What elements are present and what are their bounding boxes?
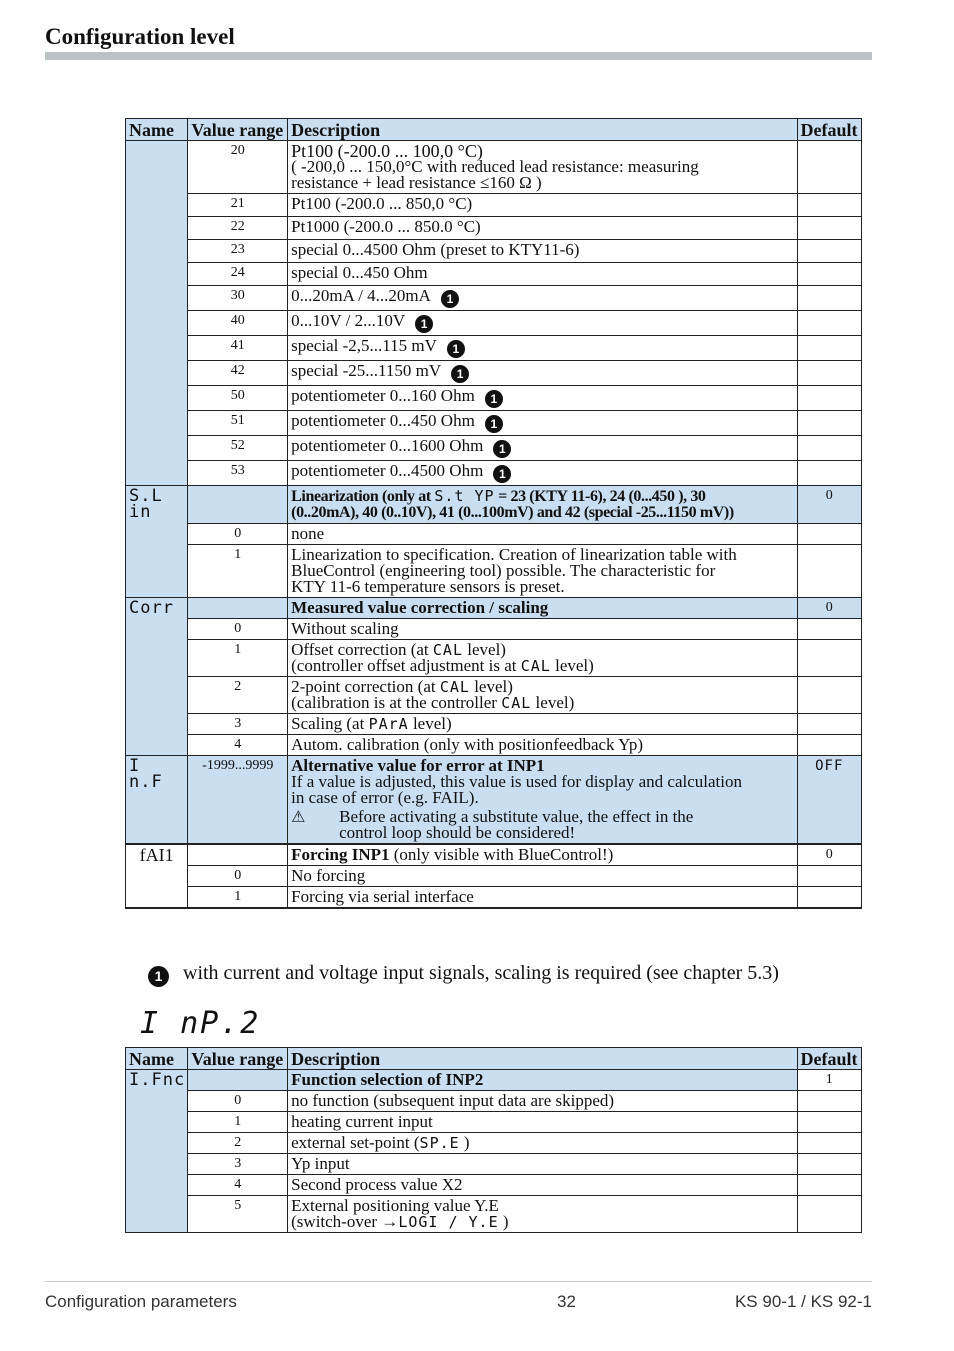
note-1-marker-icon: 1 <box>415 315 433 333</box>
default-cell <box>797 714 861 735</box>
desc-text: special -25...1150 mV <box>291 361 442 380</box>
desc-text: Offset correction (at <box>291 640 433 659</box>
param-name-fai1: fAI1 <box>126 844 188 908</box>
description-cell: Second process value X2 <box>288 1175 797 1196</box>
value-cell: 0 <box>188 619 288 640</box>
default-cell <box>797 866 861 887</box>
header-value-range: Value range <box>188 119 288 141</box>
description-cell: Measured value correction / scaling <box>288 598 797 619</box>
value-cell: 24 <box>188 263 288 286</box>
value-cell: 50 <box>188 386 288 411</box>
desc-title: Alternative value for error at INP1 <box>291 756 545 775</box>
description-cell: heating current input <box>288 1112 797 1133</box>
param-name-corr: Corr <box>126 598 188 756</box>
value-cell: 52 <box>188 436 288 461</box>
desc-text: level) <box>408 714 452 733</box>
value-cell: 20 <box>188 141 288 194</box>
value-cell: 3 <box>188 714 288 735</box>
config-table-inp2 <box>125 1047 862 1233</box>
value-cell: 1 <box>188 640 288 677</box>
table-header <box>126 119 862 141</box>
default-cell <box>797 263 861 286</box>
default-cell <box>797 286 861 311</box>
value-cell: 0 <box>188 866 288 887</box>
default-cell <box>797 1196 861 1233</box>
param-code: CAL <box>501 694 532 712</box>
table-row <box>126 361 862 386</box>
description-cell: special 0...4500 Ohm (preset to KTY11-6) <box>288 240 797 263</box>
description-cell <box>288 1133 797 1154</box>
desc-text: = 23 (KTY 11-6), 24 (0...450 ), 30 <box>494 488 706 505</box>
param-name-ifnc: I.Fnc <box>126 1070 188 1233</box>
default-cell <box>797 640 861 677</box>
header-default: Default <box>797 119 861 141</box>
value-cell: 2 <box>188 677 288 714</box>
header-description: Description <box>288 119 797 141</box>
default-cell <box>797 141 861 194</box>
desc-text: potentiometer 0...450 Ohm <box>291 411 475 430</box>
value-cell <box>188 598 288 619</box>
value-cell: 1 <box>188 1112 288 1133</box>
table-row <box>126 640 862 677</box>
note-1-marker-icon: 1 <box>148 966 169 987</box>
table-row <box>126 217 862 240</box>
table-row <box>126 461 862 486</box>
description-cell: Pt1000 (-200.0 ... 850.0 °C) <box>288 217 797 240</box>
description-cell: Autom. calibration (only with positionfeedback Yp) <box>288 735 797 756</box>
table-row <box>126 1091 862 1112</box>
note-1-marker-icon: 1 <box>493 440 511 458</box>
desc-text: ) <box>459 1133 470 1152</box>
note-1-marker-icon: 1 <box>485 390 503 408</box>
desc-line: KTY 11-6 temperature sensors is preset. <box>291 577 565 596</box>
table-row <box>126 1133 862 1154</box>
value-cell: 1 <box>188 545 288 598</box>
title-bar <box>45 52 872 60</box>
header-default: Default <box>797 1048 861 1070</box>
desc-line: resistance + lead resistance ≤160 Ω ) <box>291 173 542 192</box>
desc-line: (0..20mA), 40 (0..10V), 41 (0...100mV) and 42 (special -25...1150 mV)) <box>291 504 734 521</box>
desc-text: Scaling (at <box>291 714 369 733</box>
footnote <box>148 962 779 987</box>
param-code: PArA <box>368 715 409 733</box>
table-row <box>126 714 862 735</box>
desc-text: external set-point ( <box>291 1133 420 1152</box>
footnote-text: with current and voltage input signals, scaling is required (see chapter 5.3) <box>183 962 779 984</box>
value-cell: 0 <box>188 524 288 545</box>
description-cell <box>288 640 797 677</box>
default-cell <box>797 1112 861 1133</box>
default-cell <box>797 1154 861 1175</box>
param-code: CAL <box>439 678 470 696</box>
desc-text: 2-point correction (at <box>291 677 440 696</box>
footer-divider <box>45 1281 872 1282</box>
default-cell <box>797 735 861 756</box>
table-row <box>126 411 862 436</box>
desc-text: level) <box>550 656 594 675</box>
param-code: LOGI / Y.E <box>398 1213 499 1231</box>
desc-line: Pt100 (-200.0 ... 100,0 °C) <box>291 141 483 161</box>
note-1-marker-icon: 1 <box>485 415 503 433</box>
desc-text: Linearization (only at <box>291 488 435 505</box>
desc-text: potentiometer 0...160 Ohm <box>291 386 475 405</box>
desc-text: level) <box>463 640 506 659</box>
desc-line: in case of error (e.g. FAIL). <box>291 788 479 807</box>
description-cell <box>288 361 797 386</box>
table-row <box>126 545 862 598</box>
description-cell: no function (subsequent input data are skipped) <box>288 1091 797 1112</box>
value-cell: 41 <box>188 336 288 361</box>
table-row <box>126 336 862 361</box>
default-cell <box>797 887 861 909</box>
description-cell <box>288 714 797 735</box>
table-row <box>126 524 862 545</box>
page-title: Configuration level <box>45 24 235 49</box>
table-row-inf <box>126 756 862 845</box>
param-name-inf: I n.F <box>126 756 188 845</box>
value-cell: 2 <box>188 1133 288 1154</box>
table-row-ifnc <box>126 1070 862 1091</box>
value-cell: 1 <box>188 887 288 909</box>
value-cell: 21 <box>188 194 288 217</box>
note-1-marker-icon: 1 <box>451 365 469 383</box>
value-cell: 23 <box>188 240 288 263</box>
default-cell: 0 <box>797 486 861 524</box>
header-description: Description <box>288 1048 797 1070</box>
value-cell: 5 <box>188 1196 288 1233</box>
description-cell: No forcing <box>288 866 797 887</box>
desc-title: Forcing INP1 <box>291 845 390 864</box>
default-cell <box>797 524 861 545</box>
default-cell <box>797 217 861 240</box>
default-cell <box>797 311 861 336</box>
description-cell <box>288 844 797 866</box>
default-cell <box>797 1175 861 1196</box>
note-1-marker-icon: 1 <box>493 465 511 483</box>
desc-line <box>291 1214 793 1230</box>
desc-line: Linearization to specification. Creation of linearization table with <box>291 545 737 564</box>
default-cell <box>797 194 861 217</box>
desc-line <box>291 695 793 711</box>
header-name: Name <box>126 1048 188 1070</box>
name-cell-empty <box>126 141 188 486</box>
desc-line: BlueControl (engineering tool) possible. The characteristic for <box>291 561 716 580</box>
desc-text: (switch-over → <box>291 1212 399 1231</box>
default-cell <box>797 336 861 361</box>
default-cell: 1 <box>797 1070 861 1091</box>
default-cell <box>797 411 861 436</box>
description-cell: special 0...450 Ohm <box>288 263 797 286</box>
description-cell <box>288 677 797 714</box>
value-cell <box>188 1070 288 1091</box>
value-cell: 4 <box>188 735 288 756</box>
footer-left: Configuration parameters <box>45 1292 237 1311</box>
table-row-fai1 <box>126 844 862 866</box>
table-row <box>126 735 862 756</box>
value-cell: 53 <box>188 461 288 486</box>
table-row <box>126 677 862 714</box>
value-cell: 3 <box>188 1154 288 1175</box>
default-cell <box>797 461 861 486</box>
table-row <box>126 619 862 640</box>
description-cell <box>288 336 797 361</box>
description-cell <box>288 461 797 486</box>
description-cell <box>288 756 797 845</box>
desc-line: External positioning value Y.E <box>291 1196 499 1215</box>
table-row <box>126 141 862 194</box>
value-cell: 30 <box>188 286 288 311</box>
value-cell: 40 <box>188 311 288 336</box>
table-row <box>126 386 862 411</box>
desc-text: special -2,5...115 mV <box>291 336 437 355</box>
default-cell <box>797 386 861 411</box>
desc-text: potentiometer 0...4500 Ohm <box>291 461 484 480</box>
description-cell <box>288 311 797 336</box>
warning-text: Before activating a substitute value, the effect in the <box>339 807 694 826</box>
description-cell <box>288 545 797 598</box>
table-row-slin <box>126 486 862 524</box>
table-row <box>126 311 862 336</box>
default-cell <box>797 240 861 263</box>
desc-text: level) <box>531 693 575 712</box>
table-row <box>126 194 862 217</box>
value-cell: 4 <box>188 1175 288 1196</box>
desc-text: 0...10V / 2...10V <box>291 311 406 330</box>
param-code: CAL <box>520 657 551 675</box>
description-cell <box>288 436 797 461</box>
desc-line <box>291 658 793 674</box>
value-cell: 42 <box>188 361 288 386</box>
warning-triangle-icon: ⚠ <box>291 807 306 826</box>
description-cell: Without scaling <box>288 619 797 640</box>
default-cell <box>797 545 861 598</box>
desc-text: 0...20mA / 4...20mA <box>291 286 431 305</box>
table-row <box>126 1175 862 1196</box>
description-cell <box>288 141 797 194</box>
description-cell: none <box>288 524 797 545</box>
default-cell <box>797 1133 861 1154</box>
default-cell <box>797 1091 861 1112</box>
value-cell <box>188 844 288 866</box>
description-cell: Pt100 (-200.0 ... 850,0 °C) <box>288 194 797 217</box>
section-heading-inp2: I nP.2 <box>140 1006 261 1041</box>
table-row <box>126 866 862 887</box>
warning-text: control loop should be considered! <box>339 823 576 842</box>
value-cell: 0 <box>188 1091 288 1112</box>
desc-line: If a value is adjusted, this value is used for display and calculation <box>291 772 742 791</box>
param-code: SP.E <box>419 1134 460 1152</box>
desc-text: ) <box>498 1212 509 1231</box>
default-cell <box>797 619 861 640</box>
param-name-slin: S.L in <box>126 486 188 598</box>
note-1-marker-icon: 1 <box>447 340 465 358</box>
table-row <box>126 1196 862 1233</box>
table-row <box>126 263 862 286</box>
default-cell <box>797 436 861 461</box>
default-cell: 0 <box>797 844 861 866</box>
description-cell <box>288 411 797 436</box>
value-cell: 51 <box>188 411 288 436</box>
table-header <box>126 1048 862 1070</box>
desc-text: level) <box>469 677 513 696</box>
param-code: S.t YP <box>434 487 495 505</box>
table-row <box>126 1154 862 1175</box>
config-table-inp1 <box>125 118 862 909</box>
header-value-range: Value range <box>188 1048 288 1070</box>
description-cell <box>288 286 797 311</box>
description-cell <box>288 486 797 524</box>
desc-text: (controller offset adjustment is at <box>291 656 521 675</box>
table-row-corr <box>126 598 862 619</box>
table-row <box>126 887 862 909</box>
page-number: 32 <box>557 1292 576 1311</box>
description-cell: Yp input <box>288 1154 797 1175</box>
default-cell: OFF <box>797 756 861 845</box>
value-cell <box>188 486 288 524</box>
table-row <box>126 1112 862 1133</box>
desc-line: ( -200,0 ... 150,0°C with reduced lead resistance: measuring <box>291 157 699 176</box>
table-row <box>126 286 862 311</box>
description-cell <box>288 1196 797 1233</box>
description-cell <box>288 386 797 411</box>
value-cell: 22 <box>188 217 288 240</box>
description-cell: Forcing via serial interface <box>288 887 797 909</box>
table-row <box>126 436 862 461</box>
param-code: CAL <box>432 641 463 659</box>
footer-right: KS 90-1 / KS 92-1 <box>734 1292 872 1311</box>
default-cell <box>797 361 861 386</box>
default-cell <box>797 677 861 714</box>
note-1-marker-icon: 1 <box>441 290 459 308</box>
value-cell: -1999...9999 <box>188 756 288 845</box>
header-name: Name <box>126 119 188 141</box>
table-row <box>126 240 862 263</box>
desc-text: (only visible with BlueControl!) <box>389 845 614 864</box>
desc-text: potentiometer 0...1600 Ohm <box>291 436 484 455</box>
default-cell: 0 <box>797 598 861 619</box>
description-cell: Function selection of INP2 <box>288 1070 797 1091</box>
desc-text: (calibration is at the controller <box>291 693 502 712</box>
